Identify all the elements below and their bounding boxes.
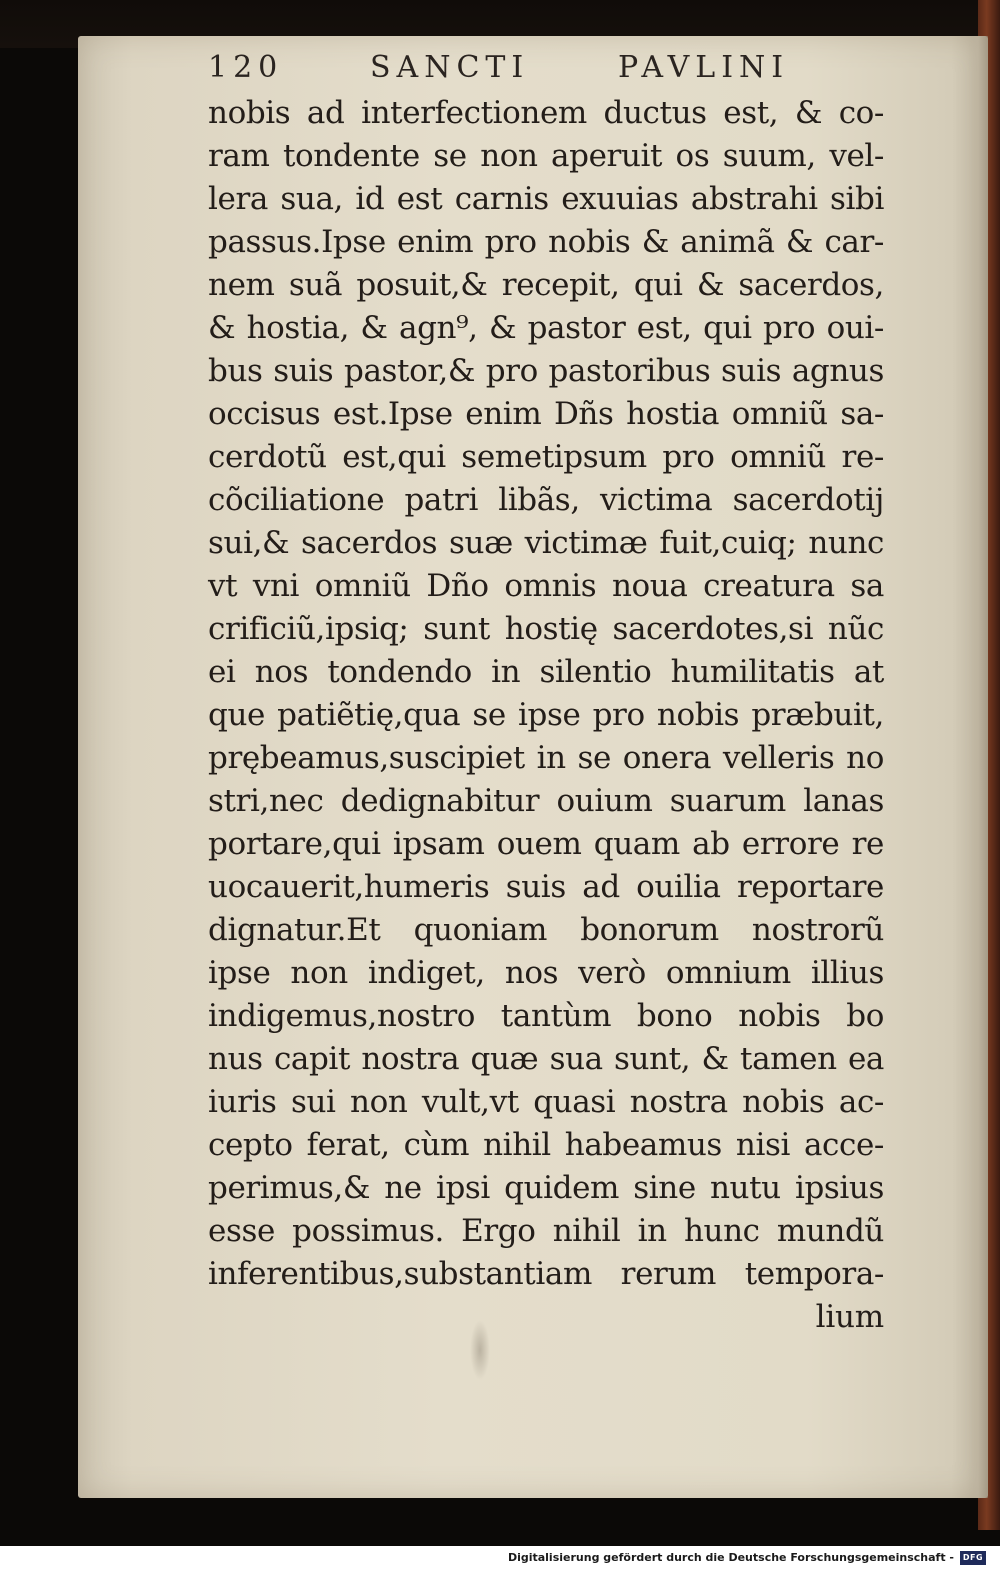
text-line: indigemus,nostro tantùm bono nobis bo	[208, 998, 884, 1034]
text-line: uocauerit,humeris suis ad ouilia reportare	[208, 869, 884, 905]
digitization-credit: Digitalisierung gefördert durch die Deutsche Forschungsgemeinschaft -	[507, 1551, 954, 1564]
text-line: sui,& sacerdos suæ victimæ fuit,cuiq; nunc	[208, 525, 884, 561]
running-head-title-right: PAVLINI	[618, 50, 790, 85]
text-line: bus suis pastor,& pro pastoribus suis agnus	[208, 353, 884, 389]
text-line: que patiẽtię,qua se ipse pro nobis præbuit,	[208, 697, 884, 733]
text-line: cepto ferat, cùm nihil habeamus nisi acce-	[208, 1127, 884, 1163]
text-line: prębeamus,suscipiet in se onera velleris no	[208, 740, 884, 776]
text-line: ram tondente se non aperuit os suum, vel-	[208, 138, 884, 174]
text-line: dignatur.Et quoniam bonorum nostrorũ	[208, 912, 884, 948]
text-line: cõciliatione patri libãs, victima sacerdotij	[208, 482, 884, 518]
text-line: nus capit nostra quæ sua sunt, & tamen ea	[208, 1041, 884, 1077]
page-number: 120	[208, 50, 284, 85]
text-line: nem suã posuit,& recepit, qui & sacerdos,	[208, 267, 884, 303]
text-line: passus.Ipse enim pro nobis & animã & car-	[208, 224, 884, 260]
body-text	[208, 92, 884, 1339]
text-line: lera sua, id est carnis exuuias abstrahi sibi	[208, 181, 884, 217]
text-line: perimus,& ne ipsi quidem sine nutu ipsius	[208, 1170, 884, 1206]
text-line: stri,nec dedignabitur ouium suarum lanas	[208, 783, 884, 819]
running-head-title-left: SANCTI	[370, 50, 530, 85]
catchword: lium	[815, 1299, 884, 1335]
text-line: ei nos tondendo in silentio humilitatis at	[208, 654, 884, 690]
text-line: ipse non indiget, nos verò omnium illius	[208, 955, 884, 991]
text-line: inferentibus,substantiam rerum tempora-	[208, 1256, 884, 1292]
text-line: cerdotũ est,qui semetipsum pro omniũ re-	[208, 439, 884, 475]
text-line: iuris sui non vult,vt quasi nostra nobis ac-	[208, 1084, 884, 1120]
text-line: portare,qui ipsam ouem quam ab errore re	[208, 826, 884, 862]
text-line: crificiũ,ipsiq; sunt hostię sacerdotes,si nũc	[208, 611, 884, 647]
ink-smudge	[470, 1320, 490, 1380]
dfg-logo: DFG	[960, 1551, 986, 1565]
text-line: & hostia, & agn⁹, & pastor est, qui pro oui-	[208, 310, 884, 346]
text-line: vt vni omniũ Dño omnis noua creatura sa	[208, 568, 884, 604]
page-edge-shadow	[968, 36, 988, 1498]
text-line: nobis ad interfectionem ductus est, & co-	[208, 95, 884, 131]
text-line: occisus est.Ipse enim Dñs hostia omniũ sa-	[208, 396, 884, 432]
text-line: esse possimus. Ergo nihil in hunc mundũ	[208, 1213, 884, 1249]
